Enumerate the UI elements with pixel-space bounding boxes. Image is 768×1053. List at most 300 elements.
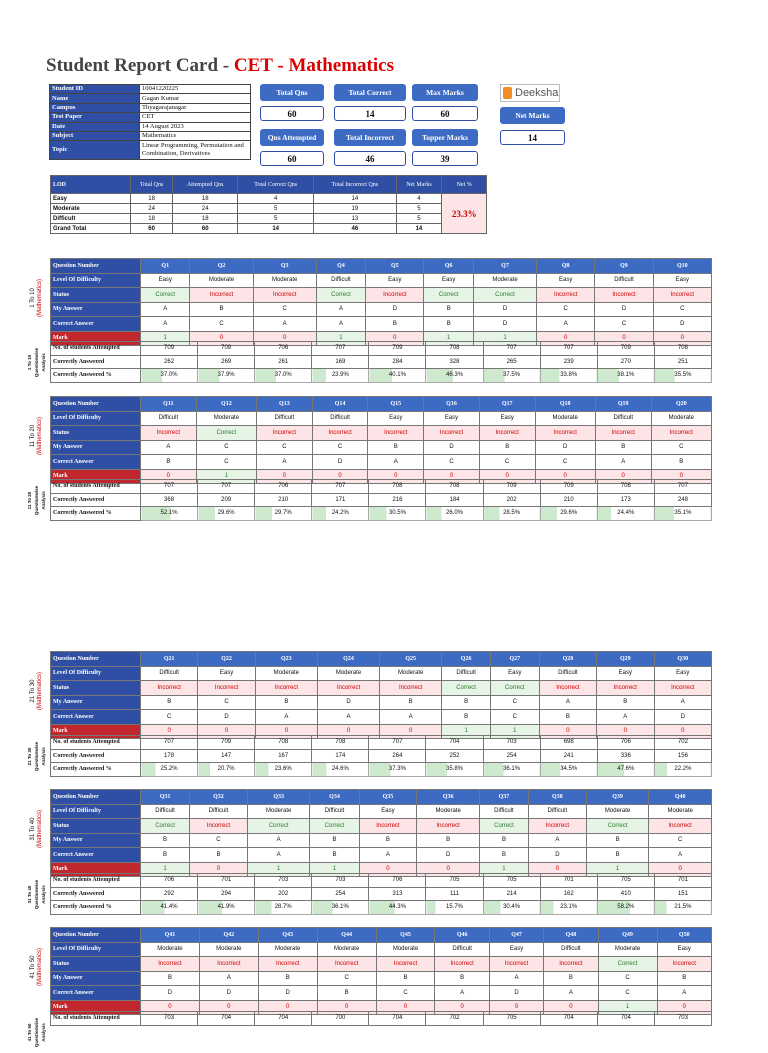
my-cell: D bbox=[424, 440, 480, 455]
correct-cell: C bbox=[424, 455, 480, 470]
mark-cell: 0 bbox=[368, 469, 424, 484]
status-cell: Incorrect bbox=[376, 957, 435, 972]
answered-cell: 216 bbox=[369, 493, 426, 507]
row-pct bbox=[51, 369, 712, 383]
lod-header: Net % bbox=[442, 176, 487, 194]
answered-cell: 214 bbox=[483, 887, 540, 901]
row-label: Correct Answer bbox=[51, 317, 141, 332]
lod-header: Net Marks bbox=[396, 176, 442, 194]
status-cell: Incorrect bbox=[544, 957, 598, 972]
total-qns-label: Total Qns bbox=[260, 84, 324, 101]
answered-cell: 270 bbox=[597, 355, 654, 369]
correct-cell: A bbox=[544, 986, 598, 1001]
lod-cell: 5 bbox=[238, 214, 314, 224]
lod-cell: Difficult bbox=[539, 666, 596, 681]
answered-cell: 184 bbox=[426, 493, 483, 507]
stats-block bbox=[23, 1011, 712, 1053]
correct-cell: A bbox=[247, 848, 310, 863]
status-cell: Incorrect bbox=[141, 426, 197, 441]
correct-cell: A bbox=[317, 710, 379, 725]
row-questions bbox=[51, 652, 712, 667]
status-cell: Correct bbox=[479, 819, 528, 834]
my-cell: B bbox=[141, 971, 200, 986]
my-cell: B bbox=[435, 971, 489, 986]
stats-table bbox=[50, 873, 712, 915]
info-value: 10041220225 bbox=[140, 85, 251, 94]
attempted-cell: 709 bbox=[597, 342, 654, 356]
row-label: Question Number bbox=[51, 259, 141, 274]
correct-cell: A bbox=[435, 986, 489, 1001]
mark-cell: 0 bbox=[198, 724, 255, 739]
row-correct bbox=[51, 317, 712, 332]
info-value: 14 August 2023 bbox=[140, 122, 251, 131]
my-cell: A bbox=[141, 440, 197, 455]
mark-cell: 0 bbox=[597, 724, 654, 739]
row-answered bbox=[51, 887, 712, 901]
pct-cell: 34.5% bbox=[540, 763, 597, 777]
max-marks-label: Max Marks bbox=[412, 84, 478, 101]
questions-cell: Q1 bbox=[141, 259, 190, 274]
attempted-cell: 708 bbox=[654, 342, 711, 356]
mark-cell: 0 bbox=[649, 862, 712, 877]
answered-cell: 209 bbox=[198, 493, 255, 507]
my-cell: A bbox=[654, 695, 712, 710]
lod-cell: 19 bbox=[314, 204, 396, 214]
lod-cell: Moderate bbox=[598, 942, 657, 957]
answered-cell: 284 bbox=[369, 355, 426, 369]
lod-cell: Moderate bbox=[380, 666, 442, 681]
attempted-cell: 703 bbox=[483, 736, 540, 750]
questions-cell: Q30 bbox=[654, 652, 712, 667]
lod-cell: Difficult bbox=[544, 942, 598, 957]
row-label: Question Number bbox=[51, 790, 141, 805]
net-marks-value: 14 bbox=[500, 130, 565, 145]
answered-cell: 202 bbox=[483, 493, 540, 507]
lod-cell: Moderate bbox=[649, 804, 712, 819]
mark-cell: 0 bbox=[544, 1000, 598, 1015]
pct-cell: 20.7% bbox=[198, 763, 255, 777]
my-cell: B bbox=[442, 695, 491, 710]
row-label: Question Number bbox=[51, 397, 141, 412]
logo-mark-icon bbox=[503, 87, 512, 99]
stats-table bbox=[50, 341, 712, 383]
lod-table bbox=[50, 175, 487, 234]
status-cell: Incorrect bbox=[489, 957, 543, 972]
answered-cell: 210 bbox=[255, 493, 312, 507]
pct-cell: 41.9% bbox=[198, 901, 255, 915]
lod-cell: 14 bbox=[314, 194, 396, 204]
my-cell: C bbox=[196, 440, 256, 455]
answered-cell: 248 bbox=[654, 493, 711, 507]
row-attempted bbox=[51, 874, 712, 888]
row-answered bbox=[51, 355, 712, 369]
my-cell: B bbox=[376, 971, 435, 986]
answered-cell: 368 bbox=[141, 493, 198, 507]
lod-cell: 46 bbox=[314, 224, 396, 234]
lod-cell: 18 bbox=[173, 214, 238, 224]
lod-cell: 18 bbox=[173, 194, 238, 204]
my-cell: B bbox=[544, 971, 598, 986]
info-value: CET bbox=[140, 113, 251, 122]
stats-table bbox=[50, 735, 712, 777]
pct-cell: 29.6% bbox=[540, 507, 597, 521]
mark-cell: 0 bbox=[258, 1000, 317, 1015]
pct-cell: 44.3% bbox=[369, 901, 426, 915]
mark-cell: 1 bbox=[479, 862, 528, 877]
questions-cell: Q32 bbox=[190, 790, 248, 805]
answered-cell: 178 bbox=[141, 749, 198, 763]
row-my bbox=[51, 440, 712, 455]
my-cell: C bbox=[257, 440, 313, 455]
row-lod bbox=[51, 411, 712, 426]
questions-cell: Q10 bbox=[653, 259, 711, 274]
row-questions bbox=[51, 259, 712, 274]
lod-cell: Easy bbox=[537, 273, 595, 288]
my-cell: B bbox=[479, 440, 535, 455]
pct-cell: 23.1% bbox=[540, 901, 597, 915]
correct-cell: D bbox=[653, 317, 711, 332]
attempted-cell: 707 bbox=[141, 480, 198, 494]
status-cell: Incorrect bbox=[539, 681, 596, 696]
questions-cell: Q11 bbox=[141, 397, 197, 412]
row-label: Level Of Difficulty bbox=[51, 804, 141, 819]
my-cell: B bbox=[597, 695, 654, 710]
row-label: My Answer bbox=[51, 833, 141, 848]
attempted-cell: 707 bbox=[198, 480, 255, 494]
mark-cell: 0 bbox=[141, 1000, 200, 1015]
attempted-cell: 707 bbox=[483, 342, 540, 356]
correct-cell: B bbox=[317, 986, 376, 1001]
questions-cell: Q6 bbox=[424, 259, 473, 274]
range-label: 31 To 40 (Mathematics) bbox=[29, 809, 43, 849]
row-label: Question Number bbox=[51, 928, 141, 943]
my-cell: C bbox=[253, 302, 316, 317]
info-row bbox=[50, 141, 251, 160]
status-cell: Incorrect bbox=[595, 288, 653, 303]
questions-cell: Q13 bbox=[257, 397, 313, 412]
attempted-cell: 704 bbox=[426, 736, 483, 750]
answered-cell: 239 bbox=[540, 355, 597, 369]
answered-cell: 251 bbox=[654, 355, 711, 369]
info-key: Topic bbox=[50, 141, 140, 160]
questions-cell: Q7 bbox=[473, 259, 536, 274]
row-label: Correctly Answered bbox=[51, 749, 141, 763]
my-cell: A bbox=[199, 971, 258, 986]
row-my bbox=[51, 833, 712, 848]
answered-cell: 262 bbox=[141, 355, 198, 369]
attempted-cell: 709 bbox=[141, 342, 198, 356]
correct-cell: B bbox=[442, 710, 491, 725]
status-cell: Incorrect bbox=[258, 957, 317, 972]
row-label: My Answer bbox=[51, 440, 141, 455]
attempted-cell: 703 bbox=[255, 874, 312, 888]
my-cell: D bbox=[595, 302, 653, 317]
net-marks-label: Net Marks bbox=[500, 107, 565, 124]
attempted-cell: 705 bbox=[483, 874, 540, 888]
questions-cell: Q37 bbox=[479, 790, 528, 805]
mark-cell: 0 bbox=[317, 724, 379, 739]
questions-cell: Q8 bbox=[537, 259, 595, 274]
lod-cell: Moderate bbox=[258, 942, 317, 957]
mark-cell: 0 bbox=[653, 331, 711, 346]
correct-cell: A bbox=[595, 455, 651, 470]
lod-cell: Difficult bbox=[141, 666, 198, 681]
mark-cell: 1 bbox=[247, 862, 310, 877]
lod-cell: Easy bbox=[654, 666, 712, 681]
lod-header: LOD bbox=[51, 176, 131, 194]
correct-cell: D bbox=[199, 986, 258, 1001]
row-label: Mark bbox=[51, 724, 141, 739]
answered-cell: 156 bbox=[654, 749, 711, 763]
correct-cell: A bbox=[657, 986, 711, 1001]
mark-cell: 0 bbox=[424, 469, 480, 484]
lod-cell: Easy bbox=[359, 804, 417, 819]
attempted-cell: 708 bbox=[597, 480, 654, 494]
lod-row-label: Grand Total bbox=[51, 224, 131, 234]
questions-cell: Q4 bbox=[316, 259, 365, 274]
questions-cell: Q35 bbox=[359, 790, 417, 805]
answered-cell: 210 bbox=[540, 493, 597, 507]
lod-cell: Difficult bbox=[257, 411, 313, 426]
my-cell: D bbox=[535, 440, 595, 455]
questions-cell: Q18 bbox=[535, 397, 595, 412]
questions-cell: Q2 bbox=[190, 259, 253, 274]
questions-cell: Q19 bbox=[595, 397, 651, 412]
pct-cell: 29.7% bbox=[255, 507, 312, 521]
row-label: Correct Answer bbox=[51, 455, 141, 470]
pct-cell: 24.2% bbox=[312, 507, 369, 521]
mark-cell: 0 bbox=[417, 862, 480, 877]
deeksha-logo: Deeksha bbox=[500, 84, 560, 102]
questions-cell: Q29 bbox=[597, 652, 654, 667]
mark-cell: 0 bbox=[141, 724, 198, 739]
total-incorrect-label: Total Incorrect bbox=[334, 129, 406, 146]
pct-cell: 33.8% bbox=[540, 369, 597, 383]
mark-cell: 0 bbox=[359, 862, 417, 877]
info-row bbox=[50, 103, 251, 112]
mark-cell: 0 bbox=[595, 331, 653, 346]
status-cell: Correct bbox=[490, 681, 539, 696]
pct-cell: 26.0% bbox=[426, 507, 483, 521]
pct-cell: 37.0% bbox=[255, 369, 312, 383]
row-label: My Answer bbox=[51, 302, 141, 317]
lod-cell: 5 bbox=[396, 214, 442, 224]
pct-cell: 15.7% bbox=[426, 901, 483, 915]
questions-cell: Q14 bbox=[312, 397, 368, 412]
answered-cell: 147 bbox=[198, 749, 255, 763]
answered-cell: 169 bbox=[312, 355, 369, 369]
pct-cell: 21.5% bbox=[654, 901, 711, 915]
questions-cell: Q28 bbox=[539, 652, 596, 667]
range-label: 41 To 50 (Mathematics) bbox=[29, 947, 43, 987]
status-cell: Incorrect bbox=[424, 426, 480, 441]
questions-cell: Q47 bbox=[489, 928, 543, 943]
row-status bbox=[51, 426, 712, 441]
info-value: Mathematics bbox=[140, 131, 251, 140]
info-value: Linear Programming, Permutation and Combination, Derivatives bbox=[140, 141, 251, 160]
row-lod bbox=[51, 273, 712, 288]
answered-cell: 254 bbox=[312, 887, 369, 901]
status-cell: Correct bbox=[196, 426, 256, 441]
answered-cell: 171 bbox=[312, 493, 369, 507]
row-label: Correctly Answered bbox=[51, 887, 141, 901]
lod-cell: Moderate bbox=[141, 942, 200, 957]
row-label: My Answer bbox=[51, 695, 141, 710]
attempted-cell: 706 bbox=[369, 874, 426, 888]
status-cell: Incorrect bbox=[317, 957, 376, 972]
row-label: Correct Answer bbox=[51, 710, 141, 725]
pct-cell: 46.3% bbox=[426, 369, 483, 383]
pct-cell: 38.1% bbox=[597, 369, 654, 383]
my-cell: C bbox=[190, 833, 248, 848]
stats-label: 21 To 30 Questionwise Analysis bbox=[27, 741, 46, 771]
correct-cell: C bbox=[598, 986, 657, 1001]
my-cell: A bbox=[247, 833, 310, 848]
pct-cell: 52.1% bbox=[141, 507, 198, 521]
row-label: My Answer bbox=[51, 971, 141, 986]
row-status bbox=[51, 288, 712, 303]
status-cell: Incorrect bbox=[359, 819, 417, 834]
row-label: Correctly Answered % bbox=[51, 763, 141, 777]
correct-cell: C bbox=[490, 710, 539, 725]
my-cell: B bbox=[368, 440, 424, 455]
lod-cell: Difficult bbox=[595, 273, 653, 288]
row-my bbox=[51, 695, 712, 710]
attempted-cell: 708 bbox=[312, 736, 369, 750]
questions-cell: Q39 bbox=[586, 790, 649, 805]
status-cell: Correct bbox=[473, 288, 536, 303]
pct-cell: 29.6% bbox=[198, 507, 255, 521]
answered-cell: 174 bbox=[312, 749, 369, 763]
mark-cell: 0 bbox=[199, 1000, 258, 1015]
lod-cell: Difficult bbox=[310, 804, 359, 819]
lod-cell: Difficult bbox=[528, 804, 586, 819]
mark-cell: 1 bbox=[310, 862, 359, 877]
attempted-cell: 702 bbox=[654, 736, 711, 750]
lod-cell: Easy bbox=[597, 666, 654, 681]
status-cell: Incorrect bbox=[595, 426, 651, 441]
answered-cell: 265 bbox=[483, 355, 540, 369]
range-label: 11 To 20 (Mathematics) bbox=[29, 416, 43, 456]
attempted-cell: 704 bbox=[369, 1012, 426, 1026]
status-cell: Correct bbox=[310, 819, 359, 834]
status-cell: Correct bbox=[424, 288, 473, 303]
status-cell: Incorrect bbox=[479, 426, 535, 441]
pct-cell: 24.6% bbox=[312, 763, 369, 777]
my-cell: C bbox=[649, 833, 712, 848]
row-correct bbox=[51, 848, 712, 863]
lod-cell: 5 bbox=[396, 204, 442, 214]
answered-cell: 252 bbox=[426, 749, 483, 763]
my-cell: C bbox=[198, 695, 255, 710]
answered-cell: 111 bbox=[426, 887, 483, 901]
correct-cell: D bbox=[258, 986, 317, 1001]
question-block bbox=[23, 651, 712, 735]
pct-cell: 28.7% bbox=[255, 901, 312, 915]
pct-cell: 41.4% bbox=[141, 901, 198, 915]
stats-label: 41 To 50 Questionwise Analysis bbox=[27, 1017, 46, 1047]
attempted-cell: 704 bbox=[255, 1012, 312, 1026]
attempted-cell: 707 bbox=[312, 480, 369, 494]
mark-cell: 1 bbox=[598, 1000, 657, 1015]
lod-cell: 4 bbox=[396, 194, 442, 204]
attempted-cell: 706 bbox=[597, 736, 654, 750]
questions-cell: Q33 bbox=[247, 790, 310, 805]
my-cell: C bbox=[598, 971, 657, 986]
status-cell: Incorrect bbox=[649, 819, 712, 834]
answered-cell: 410 bbox=[597, 887, 654, 901]
status-cell: Incorrect bbox=[535, 426, 595, 441]
mark-cell: 0 bbox=[537, 331, 595, 346]
lod-cell: Easy bbox=[653, 273, 711, 288]
attempted-cell: 703 bbox=[141, 1012, 198, 1026]
attempted-cell: 704 bbox=[198, 1012, 255, 1026]
answered-cell: 269 bbox=[198, 355, 255, 369]
attempted-cell: 707 bbox=[141, 736, 198, 750]
range-label: 21 To 30 (Mathematics) bbox=[29, 671, 43, 711]
row-my bbox=[51, 971, 712, 986]
correct-cell: B bbox=[424, 317, 473, 332]
mark-cell: 0 bbox=[479, 469, 535, 484]
questions-cell: Q43 bbox=[258, 928, 317, 943]
lod-cell: Moderate bbox=[417, 804, 480, 819]
pct-cell: 58.2% bbox=[597, 901, 654, 915]
questions-cell: Q3 bbox=[253, 259, 316, 274]
my-cell: B bbox=[424, 302, 473, 317]
row-label: Correctly Answered % bbox=[51, 901, 141, 915]
correct-cell: A bbox=[257, 455, 313, 470]
questions-cell: Q17 bbox=[479, 397, 535, 412]
lod-cell: Easy bbox=[479, 411, 535, 426]
status-cell: Incorrect bbox=[317, 681, 379, 696]
my-cell: B bbox=[141, 695, 198, 710]
questions-cell: Q20 bbox=[651, 397, 711, 412]
answered-cell: 328 bbox=[426, 355, 483, 369]
questions-cell: Q26 bbox=[442, 652, 491, 667]
lod-cell: Moderate bbox=[199, 942, 258, 957]
row-correct bbox=[51, 710, 712, 725]
correct-cell: A bbox=[253, 317, 316, 332]
total-correct-label: Total Correct bbox=[334, 84, 406, 101]
qns-attempted-value: 60 bbox=[260, 151, 324, 166]
row-label: Level Of Difficulty bbox=[51, 273, 141, 288]
pct-cell: 30.4% bbox=[483, 901, 540, 915]
correct-cell: D bbox=[473, 317, 536, 332]
lod-cell: Easy bbox=[424, 273, 473, 288]
row-status bbox=[51, 819, 712, 834]
my-cell: B bbox=[190, 302, 253, 317]
lod-cell: 4 bbox=[238, 194, 314, 204]
questions-cell: Q40 bbox=[649, 790, 712, 805]
info-row bbox=[50, 122, 251, 131]
row-label: No. of students Attempted bbox=[51, 874, 141, 888]
stats-block bbox=[23, 735, 712, 777]
lod-cell: Difficult bbox=[442, 666, 491, 681]
mark-cell: 0 bbox=[366, 331, 424, 346]
attempted-cell: 700 bbox=[312, 1012, 369, 1026]
mark-cell: 0 bbox=[595, 469, 651, 484]
questions-cell: Q25 bbox=[380, 652, 442, 667]
attempted-cell: 708 bbox=[426, 342, 483, 356]
pct-cell: 23.6% bbox=[255, 763, 312, 777]
attempted-cell: 705 bbox=[426, 874, 483, 888]
correct-cell: A bbox=[537, 317, 595, 332]
correct-cell: B bbox=[366, 317, 424, 332]
attempted-cell: 709 bbox=[369, 342, 426, 356]
row-pct bbox=[51, 507, 712, 521]
attempted-cell: 702 bbox=[426, 1012, 483, 1026]
status-cell: Incorrect bbox=[141, 957, 200, 972]
